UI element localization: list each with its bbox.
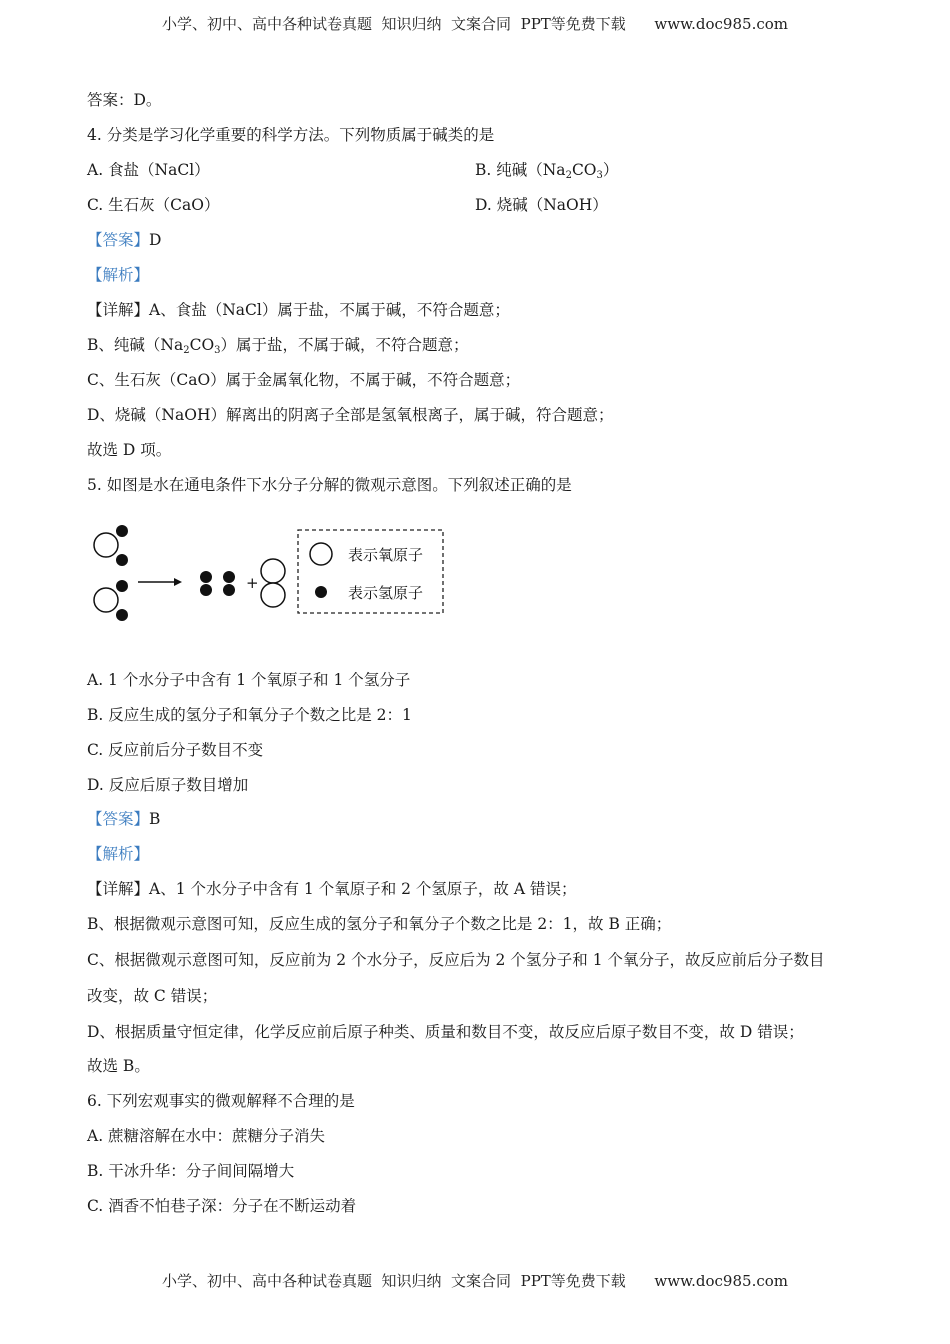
q6-option-b: B. 干冰升华：分子间间隔增大 bbox=[87, 1162, 295, 1180]
hydrogen-atom-legend-icon bbox=[315, 586, 327, 598]
q5-stem: 5. 如图是水在通电条件下水分子分解的微观示意图。下列叙述正确的是 bbox=[87, 476, 572, 494]
water-electrolysis-diagram bbox=[90, 522, 450, 627]
hydrogen-molecule-2 bbox=[223, 571, 235, 596]
q4-detail-1: 【详解】A、食盐（NaCl）属于盐，不属于碱，不符合题意； bbox=[87, 301, 510, 319]
reaction-arrow bbox=[138, 578, 182, 586]
q6-option-c: C. 酒香不怕巷子深：分子在不断运动着 bbox=[87, 1197, 357, 1215]
oxygen-atom-legend-icon bbox=[310, 543, 332, 565]
page-footer: 小学、初中、高中各种试卷真题 知识归纳 文案合同 PPT等免费下载 www.doc985.com bbox=[161, 1272, 788, 1290]
q4-option-d: D. 烧碱（NaOH） bbox=[475, 196, 608, 214]
legend-hydrogen-label: 表示氢原子 bbox=[348, 584, 424, 602]
q5-option-b: B. 反应生成的氢分子和氧分子个数之比是 2：1 bbox=[87, 706, 412, 724]
q5-detail-3a: C、根据微观示意图可知，反应前为 2 个水分子，反应后为 2 个氢分子和 1 个氧分子，故反应前后分子数目 bbox=[87, 951, 825, 969]
oxygen-molecule bbox=[261, 559, 285, 607]
q4-detail-4: D、烧碱（NaOH）解离出的阴离子全部是氢氧根离子，属于碱，符合题意； bbox=[87, 406, 614, 424]
q5-answer bbox=[87, 809, 160, 829]
q4-detail-3: C、生石灰（CaO）属于金属氧化物，不属于碱，不符合题意； bbox=[87, 371, 521, 389]
q4-analysis-tag: 【解析】 bbox=[87, 266, 150, 284]
q4-option-c: C. 生石灰（CaO） bbox=[87, 196, 220, 214]
previous-answer: 答案：D。 bbox=[87, 91, 162, 109]
q5-analysis-tag: 【解析】 bbox=[87, 845, 150, 863]
q5-option-d: D. 反应后原子数目增加 bbox=[87, 776, 249, 794]
q5-detail-1: 【详解】A、1 个水分子中含有 1 个氧原子和 2 个氢原子，故 A 错误； bbox=[87, 880, 577, 898]
q4-option-a: A. 食盐（NaCl） bbox=[87, 161, 210, 179]
diagram-legend bbox=[298, 530, 443, 613]
answer-value: B bbox=[149, 810, 161, 828]
q6-option-a: A. 蔗糖溶解在水中：蔗糖分子消失 bbox=[87, 1127, 326, 1145]
answer-tag: 【答案】 bbox=[87, 231, 150, 249]
answer-tag: 【答案】 bbox=[87, 810, 150, 828]
answer-value: D bbox=[149, 231, 162, 249]
q4-conclusion: 故选 D 项。 bbox=[87, 441, 172, 459]
q6-stem: 6. 下列宏观事实的微观解释不合理的是 bbox=[87, 1092, 355, 1110]
q4-option-b: B. 纯碱$(Na_2CO_3)$ bbox=[475, 161, 619, 181]
q5-detail-2: B、根据微观示意图可知，反应生成的氢分子和氧分子个数之比是 2：1，故 B 正确； bbox=[87, 915, 672, 933]
water-molecule-2 bbox=[94, 580, 128, 621]
q5-detail-3b: 改变，故 C 错误； bbox=[87, 987, 218, 1005]
plus-sign: + bbox=[246, 574, 259, 592]
page-header: 小学、初中、高中各种试卷真题 知识归纳 文案合同 PPT等免费下载 www.doc985.com bbox=[161, 15, 788, 33]
q5-option-c: C. 反应前后分子数目不变 bbox=[87, 741, 264, 759]
q5-option-a: A. 1 个水分子中含有 1 个氧原子和 1 个氢分子 bbox=[87, 671, 411, 689]
hydrogen-molecule-1 bbox=[200, 571, 212, 596]
q5-detail-4: D、根据质量守恒定律，化学反应前后原子种类、质量和数目不变，故反应后原子数目不变，故 D 错误； bbox=[87, 1023, 804, 1041]
q4-detail-2: B、纯碱$(Na_2CO_3)$属于盐，不属于碱，不符合题意； bbox=[87, 336, 469, 356]
q5-conclusion: 故选 B。 bbox=[87, 1057, 150, 1075]
q4-stem: 4. 分类是学习化学重要的科学方法。下列物质属于碱类的是 bbox=[87, 126, 495, 144]
water-molecule-1 bbox=[94, 525, 128, 566]
legend-oxygen-label: 表示氧原子 bbox=[348, 546, 424, 564]
q4-answer bbox=[87, 230, 161, 250]
